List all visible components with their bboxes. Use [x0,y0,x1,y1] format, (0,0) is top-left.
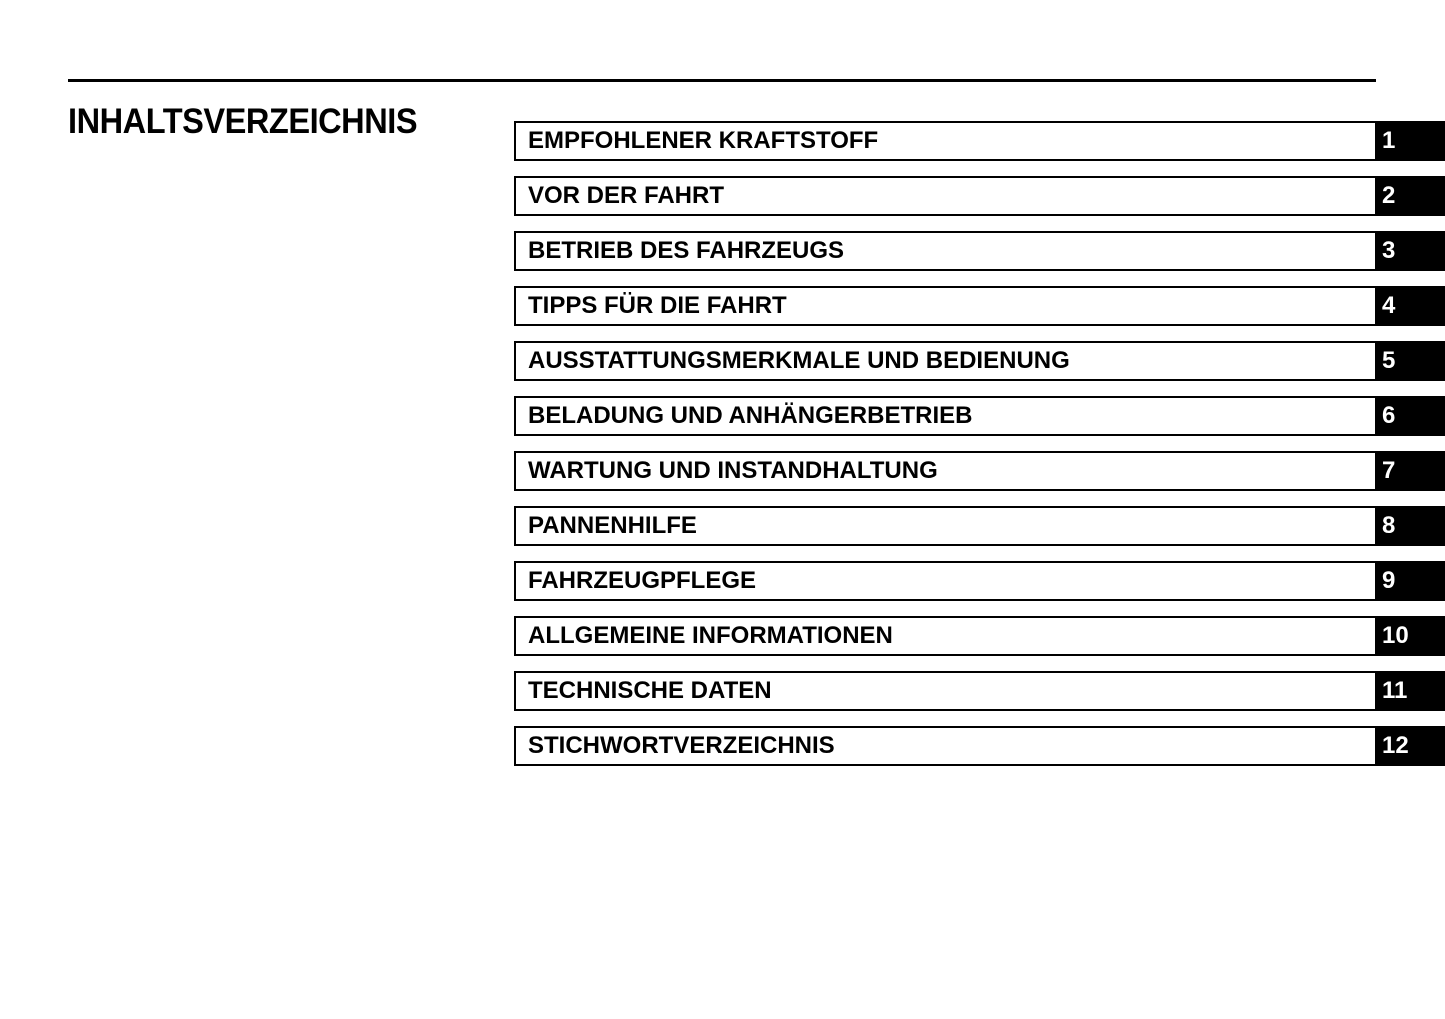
chapter-tab [1375,231,1445,271]
chapter-number: 7 [1382,457,1396,484]
chapter-number: 8 [1382,512,1396,539]
chapter-tab [1375,121,1445,161]
chapter-tab [1375,506,1445,546]
toc-entry-9[interactable] [514,561,1445,601]
toc-entry-2[interactable] [514,176,1445,216]
chapter-number: 10 [1382,622,1409,649]
toc-entry-12[interactable] [514,726,1445,766]
toc-entry-label: FAHRZEUGPFLEGE [528,567,757,594]
page-title: INHALTSVERZEICHNIS [68,102,418,141]
toc-entry-1[interactable] [514,121,1445,161]
toc-entry-label: ALLGEMEINE INFORMATIONEN [528,622,893,649]
toc-entry-10[interactable] [514,616,1445,656]
toc-entry-label: TECHNISCHE DATEN [528,677,772,704]
chapter-tab [1375,341,1445,381]
toc-entry-6[interactable] [514,396,1445,436]
chapter-number: 11 [1382,677,1408,704]
chapter-number: 1 [1382,127,1396,154]
chapter-number: 9 [1382,567,1396,594]
chapter-number: 4 [1382,292,1396,319]
chapter-tab [1375,396,1445,436]
chapter-tab [1375,286,1445,326]
toc-entry-11[interactable] [514,671,1445,711]
chapter-number: 3 [1382,237,1396,264]
chapter-tab [1375,451,1445,491]
chapter-number: 5 [1382,347,1396,374]
chapter-number: 12 [1382,732,1409,759]
toc-entry-label: AUSSTATTUNGSMERKMALE UND BEDIENUNG [528,347,1070,374]
top-rule [68,79,1376,82]
chapter-number: 6 [1382,402,1396,429]
toc-entry-label: WARTUNG UND INSTANDHALTUNG [528,457,938,484]
toc-entry-label: TIPPS FÜR DIE FAHRT [528,292,787,319]
toc-list [514,121,1445,781]
toc-entry-5[interactable] [514,341,1445,381]
chapter-tab [1375,671,1445,711]
toc-entry-3[interactable] [514,231,1445,271]
toc-entry-label: VOR DER FAHRT [528,182,725,209]
toc-entry-8[interactable] [514,506,1445,546]
chapter-number: 2 [1382,182,1396,209]
toc-entry-4[interactable] [514,286,1445,326]
chapter-tab [1375,176,1445,216]
chapter-tab [1375,726,1445,766]
chapter-tab [1375,561,1445,601]
toc-entry-7[interactable] [514,451,1445,491]
toc-entry-label: PANNENHILFE [528,512,697,539]
toc-entry-label: EMPFOHLENER KRAFTSTOFF [528,127,879,154]
toc-entry-label: BELADUNG UND ANHÄNGERBETRIEB [528,402,973,429]
toc-entry-label: BETRIEB DES FAHRZEUGS [528,237,845,264]
chapter-tab [1375,616,1445,656]
toc-entry-label: STICHWORTVERZEICHNIS [528,732,835,759]
